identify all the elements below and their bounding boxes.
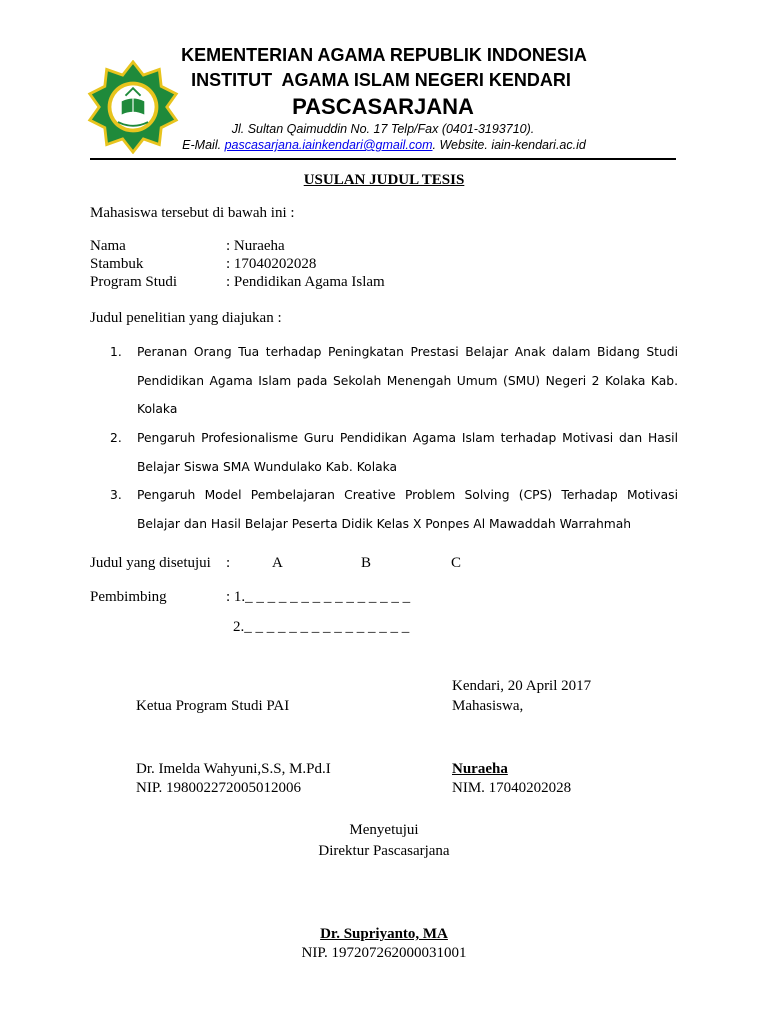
intro-text: Mahasiswa tersebut di bawah ini : — [90, 205, 295, 221]
right-signer-role: Mahasiswa, — [452, 698, 524, 714]
place-date: Kendari, 20 April 2017 — [452, 678, 592, 694]
left-signer-name: Dr. Imelda Wahyuni,S.S, M.Pd.I — [136, 761, 331, 777]
list-item — [90, 424, 678, 481]
website-text: . Website. iain-kendari.ac.id — [432, 138, 586, 152]
student-id-value: : 17040202028 — [226, 256, 317, 272]
faculty-name: PASCASARJANA — [292, 94, 474, 119]
institute-name: INSTITUT AGAMA ISLAM NEGERI KENDARI — [191, 70, 571, 90]
option-c: C — [451, 555, 462, 571]
right-signer-nim: NIM. 17040202028 — [452, 780, 572, 796]
name-value: : Nuraeha — [226, 238, 285, 254]
program-value: : Pendidikan Agama Islam — [226, 274, 385, 290]
email-link[interactable]: pascasarjana.iainkendari@gmail.com — [224, 138, 433, 152]
institution-logo — [86, 60, 180, 154]
ministry-name: KEMENTERIAN AGAMA REPUBLIK INDONESIA — [181, 45, 587, 65]
address-line: Jl. Sultan Qaimuddin No. 17 Telp/Fax (0401-3193710). — [231, 122, 535, 136]
list-item-text: Peranan Orang Tua terhadap Peningkatan Prestasi Belajar Anak dalam Bidang Studi Pendidikan Agama Islam pada Sekolah Menengah Umum (SMU) Negeri 2 Kolaka Kab. Kolaka — [137, 345, 678, 416]
director-name: Dr. Supriyanto, MA — [320, 926, 448, 942]
option-b: B — [361, 555, 372, 571]
program-label: Program Studi — [90, 274, 178, 290]
advisor-line-2: 2._ _ _ _ _ _ _ _ _ _ _ _ _ _ _ — [233, 619, 410, 635]
left-signer-nip: NIP. 198002272005012006 — [136, 780, 302, 796]
header-divider — [90, 158, 676, 160]
list-item — [90, 481, 678, 538]
director-role: Direktur Pascasarjana — [318, 843, 450, 859]
advisor-label: Pembimbing — [90, 589, 167, 605]
list-item-number: 3. — [110, 488, 122, 502]
right-signer-name: Nuraeha — [452, 761, 508, 777]
email-prefix: E-Mail. — [182, 138, 222, 152]
list-item-number: 1. — [110, 345, 122, 359]
advisor-line-1: : 1._ _ _ _ _ _ _ _ _ _ _ _ _ _ _ — [226, 589, 411, 605]
left-signer-role: Ketua Program Studi PAI — [136, 698, 290, 714]
approved-title-label: Judul yang disetujui — [90, 555, 211, 571]
approved-title-colon: : — [226, 555, 231, 571]
list-item-number: 2. — [110, 431, 122, 445]
list-item — [90, 338, 678, 424]
approval-heading: Menyetujui — [349, 822, 419, 838]
document-title: USULAN JUDUL TESIS — [303, 172, 465, 188]
option-a: A — [272, 555, 283, 571]
name-label: Nama — [90, 238, 126, 254]
list-item-text: Pengaruh Profesionalisme Guru Pendidikan Agama Islam terhadap Motivasi dan Hasil Belajar Siswa SMA Wundulako Kab. Kolaka — [137, 431, 678, 474]
list-item-text: Pengaruh Model Pembelajaran Creative Problem Solving (CPS) Terhadap Motivasi Belajar dan Hasil Belajar Peserta Didik Kelas X Ponpes Al Mawaddah Warrahmah — [137, 488, 678, 531]
contact-line — [182, 138, 586, 152]
proposed-titles-label: Judul penelitian yang diajukan : — [90, 310, 282, 326]
student-id-label: Stambuk — [90, 256, 144, 272]
director-nip: NIP. 197207262000031001 — [301, 945, 467, 961]
